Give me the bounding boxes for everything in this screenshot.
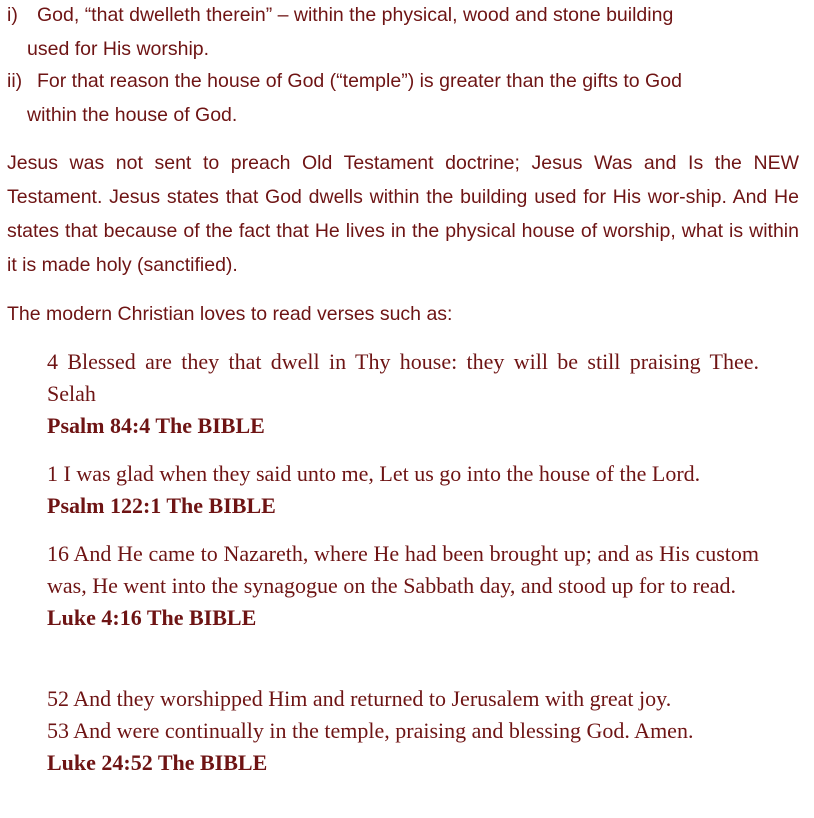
list-text-line2: within the house of God. [27, 104, 238, 126]
verse-reference: Psalm 84:4 The BIBLE [47, 413, 265, 438]
verse-text: 52 And they worshipped Him and returned to Jerusalem with great joy. [47, 686, 672, 711]
list-item [7, 64, 799, 132]
scripture-quote [47, 538, 759, 634]
verse-text: 4 Blessed are they that dwell in Thy house: they will be still praising Thee. Selah [47, 349, 759, 406]
verse-reference: Luke 4:16 The BIBLE [47, 605, 257, 630]
scripture-quote [47, 683, 759, 779]
body-paragraph: The modern Christian loves to read verses such as: [7, 303, 453, 325]
body-paragraph: Jesus was not sent to preach Old Testament doctrine; Jesus Was and Is the NEW Testament. Jesus states that God dwells within the building used for His wor-ship. And He states that because of the fact that He lives in the physical house of worship, what is within it is made holy (sanctified). [7, 152, 799, 276]
verse-text: 53 And were continually in the temple, praising and blessing God. Amen. [47, 718, 694, 743]
list-marker: i) [7, 4, 18, 26]
verse-text: 1 I was glad when they said unto me, Let us go into the house of the Lord. [47, 461, 701, 486]
list-item [7, 0, 799, 66]
scripture-quote [47, 346, 759, 442]
verse-reference: Luke 24:52 The BIBLE [47, 750, 268, 775]
verse-text: 16 And He came to Nazareth, where He had been brought up; and as His custom was, He went into the synagogue on the Sabbath day, and stood up for to read. [47, 541, 759, 598]
list-text-line1: For that reason the house of God (“temple”) is greater than the gifts to God [37, 70, 682, 92]
verse-reference: Psalm 122:1 The BIBLE [47, 493, 276, 518]
list-text-line1: God, “that dwelleth therein” – within the physical, wood and stone building [37, 4, 674, 26]
scripture-quote [47, 458, 759, 522]
list-marker: ii) [7, 70, 23, 92]
list-text-line2: used for His worship. [27, 38, 210, 60]
